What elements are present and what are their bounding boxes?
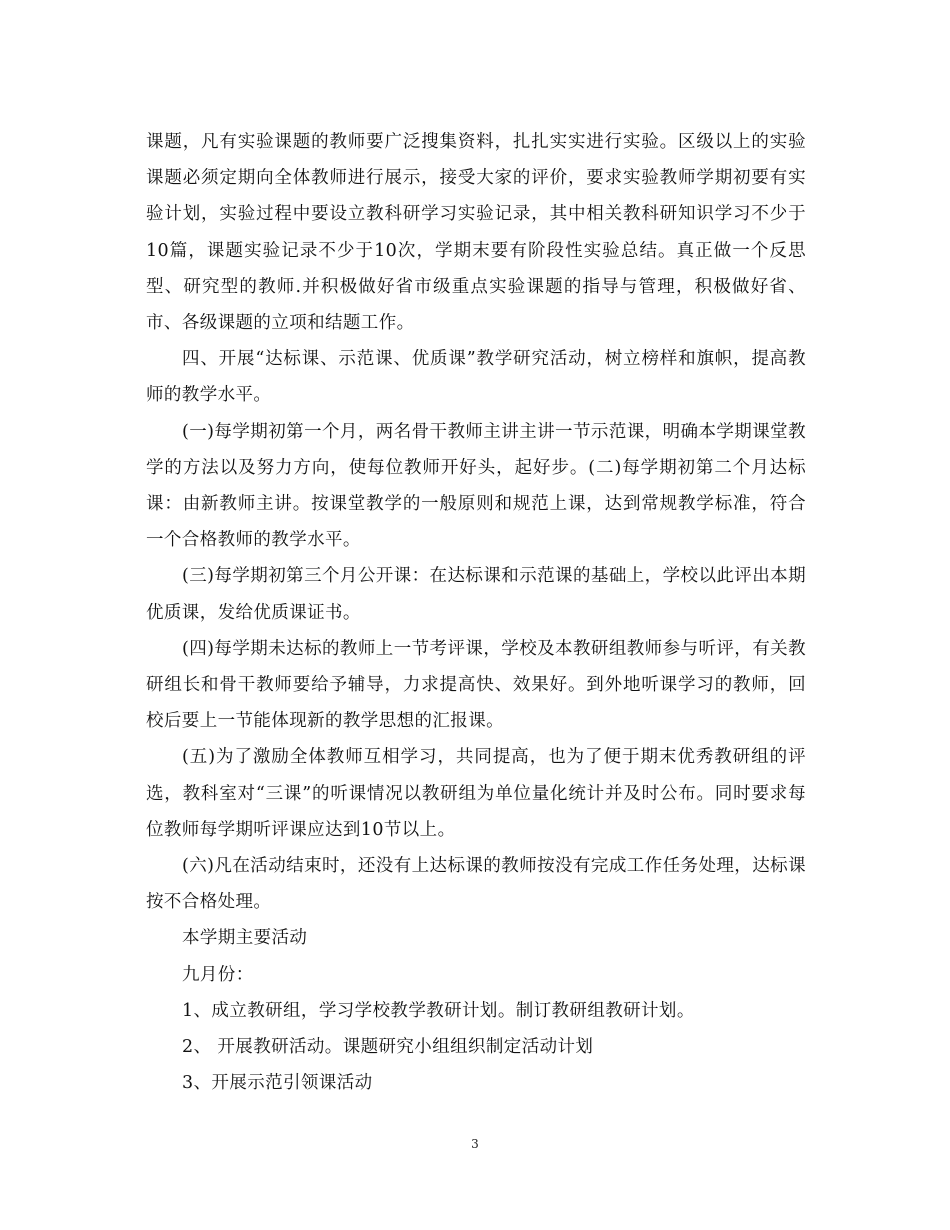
paragraph-item-three: (三)每学期初第三个月公开课：在达标课和示范课的基础上，学校以此评出本期优质课，发给优质课证书。 [146, 566, 806, 623]
paragraph-experiment-topics: 课题，凡有实验课题的教师要广泛搜集资料，扎扎实实进行实验。区级以上的实验课题必须定期向全体教师进行展示，接受大家的评价，要求实验教师学期初要有实验计划，实验过程中要设立教科研学习实验记录，其中相关教科研知识学习不少于10篇，课题实验记录不少于10次，学期末要有阶段性实验总结。真正做一个反思型、研究型的教师.并积极做好省市级重点实验课题的指导与管理，积极做好省、市、各级课题的立项和结题工作。 [146, 132, 806, 334]
list-item-two: 2、 开展教研活动。课题研究小组组织制定活动计划 [182, 1037, 594, 1058]
paragraph-item-one-two: (一)每学期初第一个月，两名骨干教师主讲主讲一节示范课，明确本学期课堂教学的方法以及努力方向，使每位教师开好头，起好步。(二)每学期初第二个月达标课：由新教师主讲。按课堂教学的一般原则和规范上课，达到常规教学标准，符合一个合格教师的教学水平。 [146, 421, 806, 551]
paragraph-item-four: (四)每学期未达标的教师上一节考评课，学校及本教研组教师参与听评，有关教研组长和骨干教师要给予辅导，力求提高快、效果好。到外地听课学习的教师，回校后要上一节能体现新的教学思想的汇报课。 [146, 638, 806, 732]
list-item-three: 3、开展示范引领课活动 [182, 1073, 373, 1094]
page-number: 3 [471, 1137, 479, 1151]
document-body [146, 124, 806, 1101]
paragraph-item-five: (五)为了激励全体教师互相学习，共同提高，也为了便于期末优秀教研组的评选，教科室对“三课”的听课情况以教研组为单位量化统计并及时公布。同时要求每位教师每学期听评课应达到10节以上。 [146, 747, 806, 840]
paragraph-main-activities-heading: 本学期主要活动 [182, 928, 308, 949]
paragraph-item-six: (六)凡在活动结束时，还没有上达标课的教师按没有完成工作任务处理，达标课按不合格处理。 [146, 856, 806, 913]
paragraph-september-heading: 九月份： [182, 964, 254, 985]
list-item-one: 1、成立教研组，学习学校教学教研计划。制订教研组教研计划。 [182, 1000, 695, 1021]
paragraph-section-four-heading: 四、开展“达标课、示范课、优质课”教学研究活动，树立榜样和旗帜，提高教师的教学水平。 [146, 349, 806, 406]
